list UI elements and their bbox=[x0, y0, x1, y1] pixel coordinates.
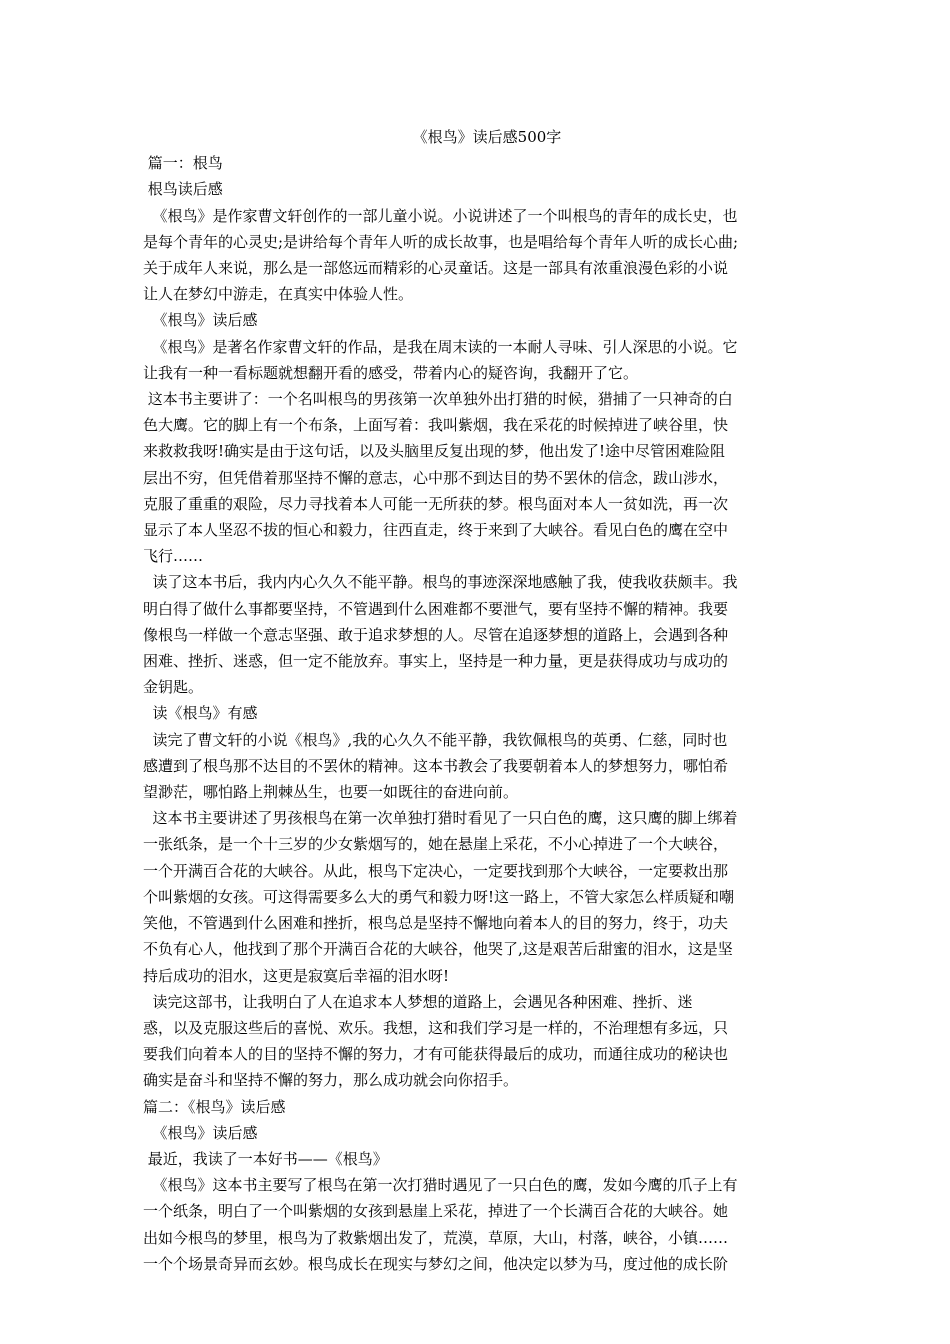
text-line: 显示了本人坚忍不拔的恒心和毅力，往西直走，终于来到了大峡谷。看见白色的鹰在空中 bbox=[143, 521, 729, 540]
text-line: 克服了重重的艰险，尽力寻找着本人可能一无所获的梦。根鸟面对本人一贫如洗，再一次 bbox=[143, 494, 729, 513]
text-line: 《根鸟》这本书主要写了根鸟在第一次打猎时遇见了一只白色的鹰，发如今鹰的爪子上有 bbox=[143, 1176, 738, 1195]
text-line: 金钥匙。 bbox=[143, 678, 204, 697]
text-line: 读《根鸟》有感 bbox=[143, 704, 258, 723]
text-line: 《根鸟》是作家曹文轩创作的一部儿童小说。小说讲述了一个叫根鸟的青年的成长史，也 bbox=[143, 206, 738, 225]
text-line: 像根鸟一样做一个意志坚强、敢于追求梦想的人。尽管在追逐梦想的道路上，会遇到各种 bbox=[143, 625, 729, 644]
text-line: 《根鸟》读后感 bbox=[143, 311, 258, 330]
text-line: 惑，以及克服这些后的喜悦、欢乐。我想，这和我们学习是一样的，不治理想有多远，只 bbox=[143, 1018, 729, 1037]
text-line: 这本书主要讲述了男孩根鸟在第一次单独打猎时看见了一只白色的鹰，这只鹰的脚上绑着 bbox=[143, 809, 738, 828]
text-line: 持后成功的泪水，这更是寂寞后幸福的泪水呀! bbox=[143, 966, 450, 985]
text-line: 这本书主要讲了：一个名叫根鸟的男孩第一次单独外出打猎的时候，猎捕了一只神奇的白 bbox=[143, 390, 733, 409]
text-line: 飞行…… bbox=[143, 547, 204, 566]
text-line: 让人在梦幻中游走，在真实中体验人性。 bbox=[143, 285, 414, 304]
text-line: 《根鸟》是著名作家曹文轩的作品，是我在周末读的一本耐人寻味、引人深思的小说。它 bbox=[143, 337, 738, 356]
text-line: 要我们向着本人的目的坚持不懈的努力，才有可能获得最后的成功，而通往成功的秘诀也 bbox=[143, 1045, 729, 1064]
text-line: 读完这部书，让我明白了人在追求本人梦想的道路上，会遇见各种困难、挫折、迷 bbox=[143, 992, 693, 1011]
text-line: 笑他，不管遇到什么困难和挫折，根鸟总是坚持不懈地向着本人的目的努力，终于，功夫 bbox=[143, 914, 729, 933]
text-line: 一个个场景奇异而玄妙。根鸟成长在现实与梦幻之间，他决定以梦为马，度过他的成长阶 bbox=[143, 1254, 729, 1273]
text-line: 最近，我读了一本好书——《根鸟》 bbox=[143, 1149, 388, 1168]
text-line: 关于成年人来说，那么是一部悠远而精彩的心灵童话。这是一部具有浓重浪漫色彩的小说 bbox=[143, 259, 729, 278]
text-line: 篇一：根鸟 bbox=[143, 154, 223, 173]
text-line: 出如今根鸟的梦里，根鸟为了救紫烟出发了，荒漠，草原，大山，村落，峡谷，小镇…… bbox=[143, 1228, 729, 1247]
text-line: 来救救我呀!确实是由于这句话，以及头脑里反复出现的梦，他出发了!途中尽管困难险阻 bbox=[143, 442, 726, 461]
document-title: 《根鸟》读后感500字 bbox=[412, 128, 562, 146]
text-line: 读完了曹文轩的小说《根鸟》,我的心久久不能平静，我钦佩根鸟的英勇、仁慈，同时也 bbox=[143, 730, 728, 749]
document-body bbox=[143, 150, 811, 1277]
text-line: 《根鸟》读后感 bbox=[143, 1123, 258, 1142]
text-line: 篇二：《根鸟》读后感 bbox=[143, 1097, 286, 1116]
text-line: 是每个青年的心灵史;是讲给每个青年人听的成长故事，也是唱给每个青年人听的成长心曲; bbox=[143, 232, 739, 251]
text-line: 读了这本书后，我内内心久久不能平静。根鸟的事迹深深地感触了我，使我收获颇丰。我 bbox=[143, 573, 738, 592]
text-line: 感遭到了根鸟那不达目的不罢休的精神。这本书教会了我要朝着本人的梦想努力，哪怕希 bbox=[143, 756, 729, 775]
document-page bbox=[143, 124, 811, 1277]
text-line: 让我有一种一看标题就想翻开看的感受，带着内心的疑咨询，我翻开了它。 bbox=[143, 363, 639, 382]
text-line: 色大鹰。它的脚上有一个布条，上面写着：我叫紫烟，我在采花的时候掉进了峡谷里，快 bbox=[143, 416, 729, 435]
text-line: 明白得了做什么事都要坚持，不管遇到什么困难都不要泄气，要有坚持不懈的精神。我要 bbox=[143, 599, 729, 618]
text-line: 个叫紫烟的女孩。可这得需要多么大的勇气和毅力呀!这一路上，不管大家怎么样质疑和嘲 bbox=[143, 887, 735, 906]
text-line: 根鸟读后感 bbox=[143, 180, 223, 199]
text-line: 不负有心人，他找到了那个开满百合花的大峡谷，他哭了,这是艰苦后甜蜜的泪水，这是坚 bbox=[143, 940, 733, 959]
text-line: 层出不穷，但凭借着那坚持不懈的意志，心中那不到达目的势不罢休的信念，跋山涉水， bbox=[143, 468, 729, 487]
text-line: 困难、挫折、迷惑，但一定不能放弃。事实上，坚持是一种力量，更是获得成功与成功的 bbox=[143, 652, 729, 671]
text-line: 一张纸条，是一个十三岁的少女紫烟写的，她在悬崖上采花，不小心掉进了一个大峡谷， bbox=[143, 835, 729, 854]
text-line: 一个开满百合花的大峡谷。从此，根鸟下定决心，一定要找到那个大峡谷，一定要救出那 bbox=[143, 861, 729, 880]
text-line: 一个纸条，明白了一个叫紫烟的女孩到悬崖上采花，掉进了一个长满百合花的大峡谷。她 bbox=[143, 1202, 729, 1221]
text-line: 望渺茫，哪怕路上荆棘丛生，也要一如既往的奋进向前。 bbox=[143, 783, 519, 802]
text-line: 确实是奋斗和坚持不懈的努力，那么成功就会向你招手。 bbox=[143, 1071, 519, 1090]
